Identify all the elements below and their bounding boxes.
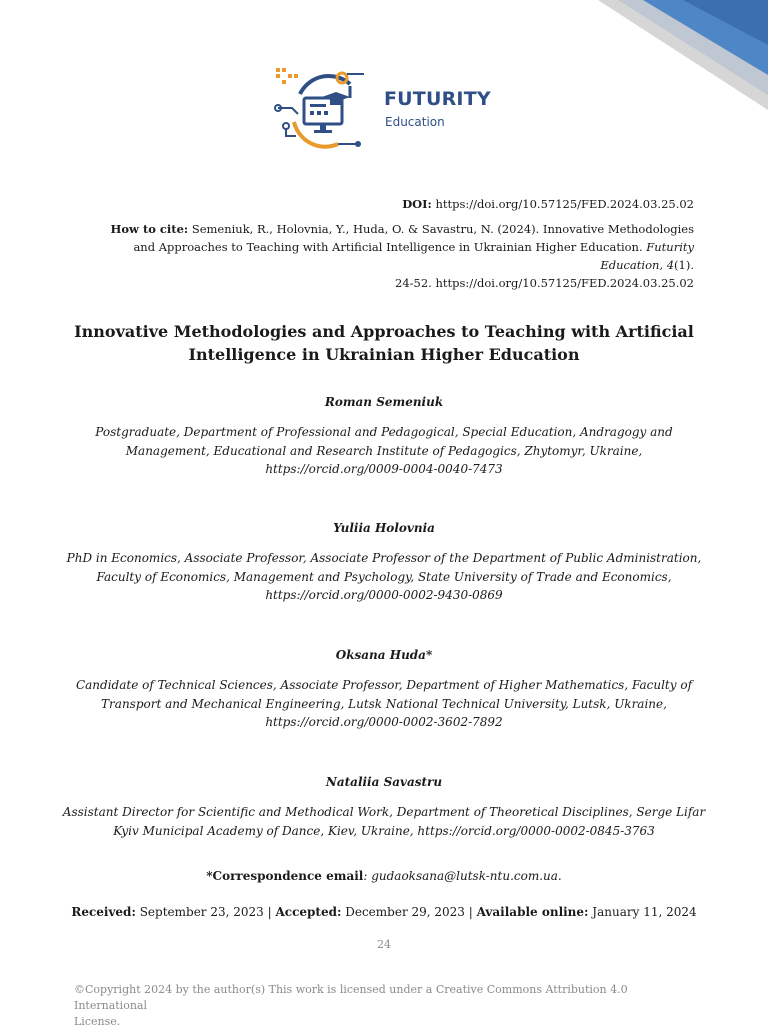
how-to-cite <box>74 220 694 292</box>
author-affiliation: Assistant Director for Scientific and Methodical Work, Department of Theoretical Disciplines, Serge Lifar Kyiv Municipal Academy of Dance, Kiev, Ukraine, https://orcid.org/0000-0002-0845-3763 <box>62 805 706 838</box>
cite-line-3[interactable]: 24-52. https://doi.org/10.57125/FED.2024.03.25.02 <box>395 276 694 290</box>
monitor-graduation-icon <box>272 64 372 154</box>
author-affiliation: PhD in Economics, Associate Professor, Associate Professor of the Department of Public Administration, Faculty of Economics, Management and Psychology, State University of Trade and Economics, https://orcid.org/0000-0002-9430-0869 <box>60 549 708 605</box>
doi-label: DOI: <box>402 197 432 211</box>
cite-line-1: How to cite: Semeniuk, R., Holovnia, Y., Huda, O. & Savastru, N. (2024). Innovative Methodologies <box>110 222 694 236</box>
cite-journal: Futurity Education, 4 <box>600 240 694 272</box>
logo-subtitle: Education <box>385 115 445 129</box>
copyright-notice: ©Copyright 2024 by the author(s) This work is licensed under a Creative Commons Attribution 4.0 International License. <box>74 983 628 1028</box>
article-title: Innovative Methodologies and Approaches to Teaching with Artificial Intelligence in Ukrainian Higher Education <box>74 322 694 364</box>
orcid-link[interactable]: https://orcid.org/0000-0002-3602-7892 <box>265 715 503 729</box>
orcid-link[interactable]: https://orcid.org/0000-0002-9430-0869 <box>265 588 503 602</box>
correspondence-label: *Correspondence email <box>206 869 364 883</box>
logo-title: FUTURITY <box>384 88 491 110</box>
doi-line <box>74 195 694 213</box>
publication-dates: Received: September 23, 2023 | Accepted: December 29, 2023 | Available online: January 11, 2024 <box>71 905 697 919</box>
author-name: Roman Semeniuk <box>324 395 444 409</box>
author-affiliation: Candidate of Technical Sciences, Associate Professor, Department of Higher Mathematics, Faculty of Transport and Mechanical Engineering, Lutsk National Technical University, Lutsk, Ukraine, https://orcid.org/0000-0002-3602-7892 <box>60 676 708 732</box>
author-name: Nataliia Savastru <box>325 775 443 789</box>
author-affiliation: Postgraduate, Department of Professional and Pedagogical, Special Education, Andragogy and Management, Educational and Research Institute of Pedagogics, Zhytomyr, Ukraine, https://orcid.org/0009-0004-0040-7473 <box>60 423 708 479</box>
cite-label: How to cite: <box>110 222 189 236</box>
corner-decoration <box>588 0 768 110</box>
page-number: 24 <box>377 938 391 951</box>
author-name: Oksana Huda* <box>335 648 433 662</box>
correspondence-line: *Correspondence email: gudaoksana@lutsk-ntu.com.ua. <box>206 869 562 883</box>
doi-link[interactable]: https://doi.org/10.57125/FED.2024.03.25.02 <box>435 197 694 211</box>
cite-line-2: and Approaches to Teaching with Artificial Intelligence in Ukrainian Higher Education. Futurity Education, 4(1). <box>133 240 694 272</box>
author-name: Yuliia Holovnia <box>333 521 435 535</box>
orcid-link[interactable]: https://orcid.org/0009-0004-0040-7473 <box>265 462 503 476</box>
journal-logo <box>272 64 502 154</box>
correspondence-email[interactable]: gudaoksana@lutsk-ntu.com.ua. <box>371 869 562 883</box>
